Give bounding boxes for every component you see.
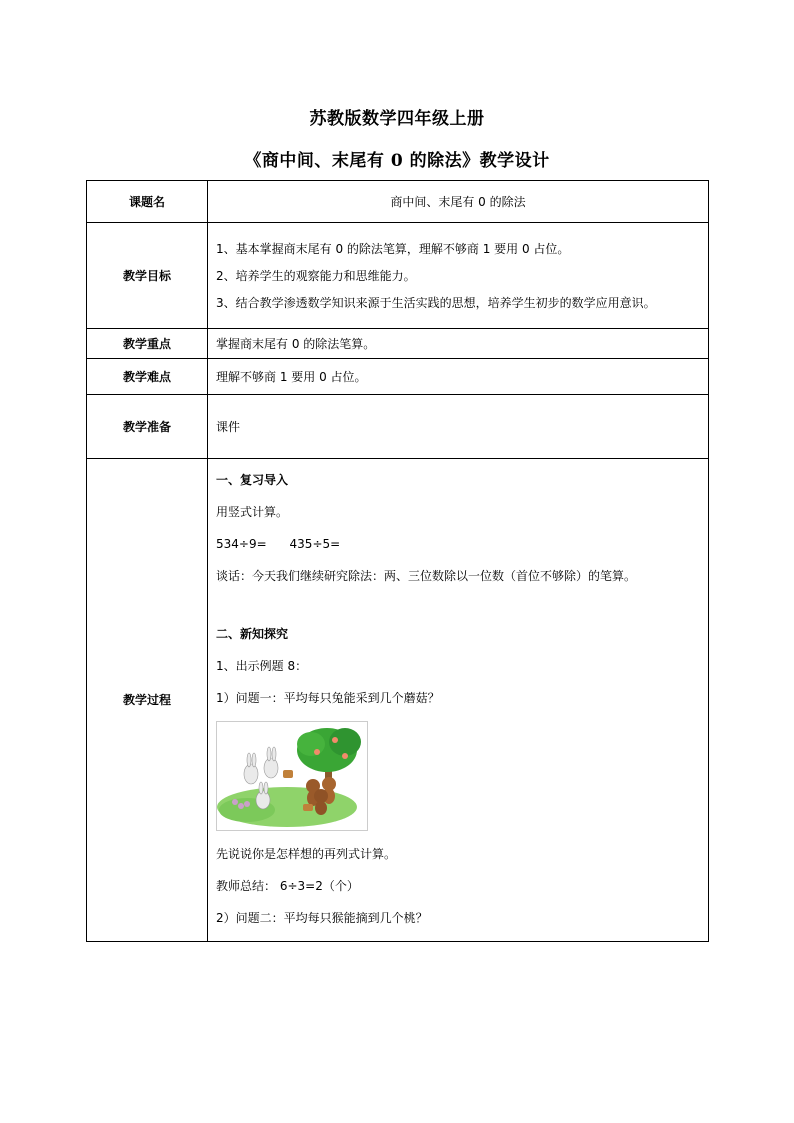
document-title: 苏教版数学四年级上册 <box>309 109 485 129</box>
process-content <box>208 459 709 942</box>
key-value: 掌握商末尾有 0 的除法笔算。 <box>208 329 709 359</box>
goal-item-2: 2、培养学生的观察能力和思维能力。 <box>216 268 416 283</box>
difficulty-row <box>87 359 709 395</box>
document-subtitle: 《商中间、末尾有 0 的除法》教学设计 <box>244 151 550 171</box>
key-label: 教学重点 <box>87 329 208 359</box>
prep-label: 教学准备 <box>87 395 208 459</box>
topic-row <box>87 181 709 223</box>
topic-label: 课题名 <box>87 181 208 223</box>
goal-item-3: 3、结合教学渗透数学知识来源于生活实践的思想，培养学生初步的数学应用意识。 <box>216 295 656 310</box>
process-line-1: 用竖式计算。 <box>216 505 289 519</box>
process-line-3: 谈话：今天我们继续研究除法：两、三位数除以一位数（首位不够除）的笔算。 <box>216 569 637 583</box>
process-line-7: 教师总结： 6÷3=2（个） <box>216 879 359 893</box>
review-heading: 一、复习导入 <box>216 473 289 487</box>
spacer <box>216 599 700 625</box>
process-line-4: 1、出示例题 8： <box>216 659 308 673</box>
prep-row <box>87 395 709 459</box>
prep-value: 课件 <box>208 395 709 459</box>
process-line-5: 1）问题一：平均每只兔能采到几个蘑菇？ <box>216 691 440 705</box>
process-line-2: 534÷9= 435÷5= <box>216 537 341 551</box>
difficulty-value: 理解不够商 1 要用 0 占位。 <box>208 359 709 395</box>
goal-item-1: 1、基本掌握商末尾有 0 的除法笔算，理解不够商 1 要用 0 占位。 <box>216 241 570 256</box>
goals-row <box>87 223 709 329</box>
goals-label: 教学目标 <box>87 223 208 329</box>
goals-content <box>208 223 709 329</box>
key-row <box>87 329 709 359</box>
topic-value: 商中间、末尾有 0 的除法 <box>208 181 709 223</box>
process-row <box>87 459 709 942</box>
process-label: 教学过程 <box>87 459 208 942</box>
lesson-plan-table <box>86 180 709 942</box>
difficulty-label: 教学难点 <box>87 359 208 395</box>
rabbits-monkeys-illustration <box>216 721 368 831</box>
process-line-8: 2）问题二：平均每只猴能摘到几个桃？ <box>216 911 428 925</box>
process-line-6: 先说说你是怎样想的再列式计算。 <box>216 847 397 861</box>
explore-heading: 二、新知探究 <box>216 627 289 641</box>
